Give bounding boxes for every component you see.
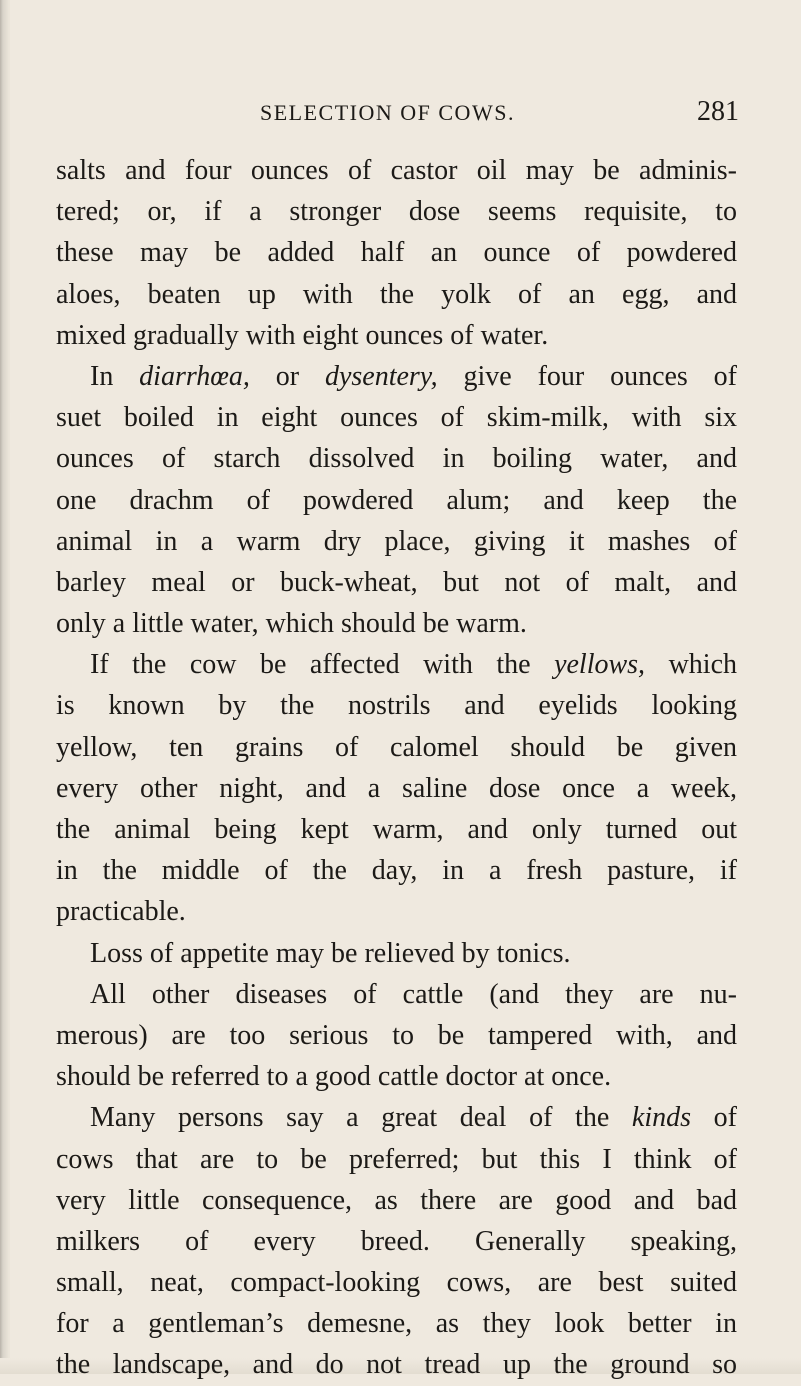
text-segment: the animal being kept warm, and only turned out <box>56 814 737 845</box>
text-line <box>56 1015 737 1056</box>
text-segment: only a little water, which should be warm. <box>56 608 527 640</box>
text-line <box>56 644 737 685</box>
text-segment: aloes, beaten up with the yolk of an egg, and <box>56 278 737 310</box>
text-line <box>56 191 737 232</box>
text-line <box>56 1344 737 1385</box>
text-segment: is known by the nostrils and eyelids looking <box>56 690 737 722</box>
text-line <box>56 1180 737 1221</box>
text-line <box>56 315 737 356</box>
text-segment: merous) are too serious to be tampered with, and <box>56 1019 737 1051</box>
text-line <box>56 1303 737 1344</box>
text-line <box>56 809 737 850</box>
text-line <box>56 150 737 191</box>
text-segment: should be referred to a good cattle doctor at once. <box>56 1061 612 1093</box>
text-segment: for a gentleman’s demesne, as they look better in <box>56 1308 737 1340</box>
text-line <box>56 603 737 644</box>
text-segment: give four ounces of <box>437 360 737 392</box>
text-segment: All other diseases of cattle (and they are nu- <box>90 978 737 1010</box>
text-line <box>56 356 737 397</box>
text-line <box>56 397 737 438</box>
italic-term: yellows, <box>554 649 646 681</box>
page-binding-edge <box>0 0 10 1374</box>
body-text <box>56 150 737 1386</box>
text-line <box>56 521 737 562</box>
text-segment: suet boiled in eight ounces of skim-milk, with six <box>56 402 737 434</box>
text-segment: yellow, ten grains of calomel should be given <box>56 731 737 763</box>
text-segment: In <box>90 360 140 392</box>
text-segment: which <box>645 649 737 681</box>
text-line <box>56 1262 737 1303</box>
text-segment: one drachm of powdered alum; and keep the <box>56 484 737 516</box>
text-segment: practicable. <box>56 896 186 928</box>
text-line <box>56 562 737 603</box>
italic-term: diarrhœa, <box>139 360 250 392</box>
text-line <box>56 685 737 726</box>
text-segment: barley meal or buck-wheat, but not of malt, and <box>56 566 737 598</box>
text-line <box>56 933 737 974</box>
italic-term: kinds <box>631 1102 692 1134</box>
text-segment: the landscape, and do not tread up the ground so <box>56 1349 737 1381</box>
text-segment: these may be added half an ounce of powdered <box>56 237 737 269</box>
text-segment: or <box>249 360 325 392</box>
text-segment: milkers of every breed. Generally speaking, <box>56 1225 737 1257</box>
text-segment: mixed gradually with eight ounces of water. <box>56 319 549 351</box>
text-segment: of <box>691 1102 738 1134</box>
text-segment: cows that are to be preferred; but this I think of <box>56 1143 737 1175</box>
text-segment: Many persons say a great deal of the <box>90 1102 632 1134</box>
page-number: 281 <box>697 96 739 127</box>
text-line <box>56 480 737 521</box>
text-line <box>56 850 737 891</box>
text-line <box>56 438 737 479</box>
text-segment: Loss of appetite may be relieved by tonics. <box>90 937 571 969</box>
text-segment: small, neat, compact-looking cows, are best suited <box>56 1267 737 1299</box>
text-line <box>56 768 737 809</box>
text-segment: animal in a warm dry place, giving it mashes of <box>56 525 737 557</box>
text-segment: tered; or, if a stronger dose seems requisite, to <box>56 196 737 228</box>
text-segment: If the cow be affected with the <box>90 649 555 681</box>
text-segment: every other night, and a saline dose once a week, <box>56 772 737 804</box>
text-line <box>56 727 737 768</box>
text-segment: very little consequence, as there are good and bad <box>56 1184 737 1216</box>
text-line <box>56 974 737 1015</box>
text-line <box>56 1221 737 1262</box>
text-segment: salts and four ounces of castor oil may be adminis- <box>56 155 737 186</box>
italic-term: dysentery, <box>324 360 438 392</box>
text-line <box>56 232 737 273</box>
text-line <box>56 274 737 315</box>
running-header <box>0 96 801 136</box>
text-line <box>56 1097 737 1138</box>
text-line <box>56 1139 737 1180</box>
text-segment: ounces of starch dissolved in boiling water, and <box>56 443 737 475</box>
running-title: SELECTION OF COWS. <box>260 100 515 125</box>
text-segment: in the middle of the day, in a fresh pasture, if <box>56 855 737 887</box>
text-line <box>56 891 737 932</box>
text-line <box>56 1056 737 1097</box>
